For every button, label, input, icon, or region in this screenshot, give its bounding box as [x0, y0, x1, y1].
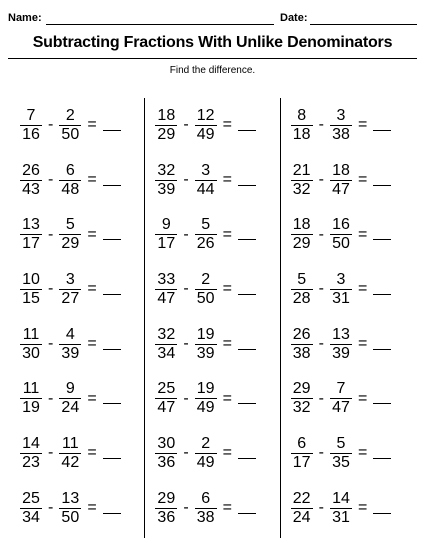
first-fraction [20, 326, 42, 363]
numerator: 18 [291, 216, 313, 235]
answer-blank [238, 284, 256, 295]
equals-sign: = [357, 225, 368, 243]
first-fraction [20, 435, 42, 472]
answer-blank [238, 175, 256, 186]
first-fraction [291, 435, 313, 472]
numerator: 25 [20, 490, 42, 509]
worksheet-header [8, 12, 417, 26]
denominator: 39 [157, 180, 176, 198]
second-fraction [59, 435, 81, 472]
denominator: 47 [157, 399, 176, 417]
second-fraction [330, 107, 352, 144]
denominator: 29 [157, 125, 176, 143]
second-fraction [195, 490, 217, 527]
second-fraction [330, 380, 352, 417]
denominator: 39 [332, 344, 350, 362]
numerator: 9 [155, 216, 177, 235]
first-fraction [155, 435, 177, 472]
second-fraction [330, 490, 352, 527]
second-fraction [59, 380, 81, 417]
numerator: 19 [195, 326, 217, 345]
equals-sign: = [357, 444, 368, 462]
denominator: 34 [157, 344, 176, 362]
second-fraction [195, 162, 217, 199]
answer-blank [103, 393, 121, 404]
denominator: 24 [292, 508, 311, 526]
problem-row [155, 153, 279, 208]
minus-sign: - [48, 280, 54, 298]
minus-sign: - [183, 389, 189, 407]
numerator: 11 [20, 326, 42, 345]
minus-sign: - [48, 389, 54, 407]
numerator: 33 [155, 271, 177, 290]
numerator: 22 [291, 490, 313, 509]
denominator: 15 [22, 289, 40, 307]
denominator: 42 [61, 453, 80, 471]
problem-row [20, 153, 144, 208]
second-fraction [330, 216, 352, 253]
denominator: 47 [332, 180, 350, 198]
problem-row [155, 98, 279, 153]
answer-blank [103, 503, 121, 514]
numerator: 2 [59, 107, 81, 126]
numerator: 32 [155, 326, 177, 345]
second-fraction [330, 435, 352, 472]
second-fraction [330, 162, 352, 199]
numerator: 26 [291, 326, 313, 345]
second-fraction [59, 490, 81, 527]
answer-blank [103, 175, 121, 186]
equals-sign: = [87, 499, 97, 517]
denominator: 23 [22, 453, 40, 471]
equals-sign: = [357, 171, 368, 189]
minus-sign: - [318, 171, 324, 189]
denominator: 43 [22, 180, 40, 198]
denominator: 16 [22, 125, 40, 143]
answer-blank [373, 448, 391, 459]
date-label: Date: [280, 12, 308, 24]
numerator: 3 [195, 162, 217, 181]
numerator: 7 [330, 380, 352, 399]
problem-row [291, 262, 415, 317]
second-fraction [195, 435, 217, 472]
problem-row [291, 207, 415, 262]
numerator: 9 [59, 380, 81, 399]
minus-sign: - [48, 444, 54, 462]
problem-columns [10, 98, 415, 538]
denominator: 17 [157, 235, 176, 253]
answer-blank [103, 284, 121, 295]
numerator: 5 [291, 271, 313, 290]
denominator: 26 [196, 235, 215, 253]
problem-row [155, 481, 279, 536]
first-fraction [155, 162, 177, 199]
answer-blank [238, 229, 256, 240]
second-fraction [195, 326, 217, 363]
equals-sign: = [222, 116, 232, 134]
denominator: 48 [61, 180, 80, 198]
problem-column-2 [144, 98, 279, 538]
numerator: 29 [155, 490, 177, 509]
denominator: 31 [332, 289, 350, 307]
numerator: 14 [20, 435, 42, 454]
first-fraction [291, 216, 313, 253]
minus-sign: - [318, 444, 324, 462]
numerator: 10 [20, 271, 42, 290]
first-fraction [291, 162, 313, 199]
numerator: 4 [59, 326, 81, 345]
denominator: 32 [292, 180, 311, 198]
first-fraction [155, 107, 177, 144]
numerator: 16 [330, 216, 352, 235]
name-field-line [46, 24, 274, 25]
answer-blank [373, 229, 391, 240]
numerator: 32 [155, 162, 177, 181]
title-divider [8, 58, 417, 59]
problem-row [291, 371, 415, 426]
problem-row [291, 153, 415, 208]
problem-row [20, 426, 144, 481]
minus-sign: - [183, 444, 189, 462]
problem-row [20, 262, 144, 317]
equals-sign: = [222, 171, 232, 189]
problem-column-3 [280, 98, 415, 538]
denominator: 47 [157, 289, 176, 307]
worksheet-title: Subtracting Fractions With Unlike Denominators [32, 34, 393, 51]
numerator: 13 [20, 216, 42, 235]
denominator: 35 [332, 453, 350, 471]
numerator: 30 [155, 435, 177, 454]
numerator: 5 [59, 216, 81, 235]
answer-blank [373, 393, 391, 404]
minus-sign: - [318, 335, 324, 353]
minus-sign: - [48, 499, 54, 517]
second-fraction [59, 326, 81, 363]
minus-sign: - [183, 225, 189, 243]
denominator: 49 [196, 125, 215, 143]
answer-blank [238, 120, 256, 131]
second-fraction [59, 107, 81, 144]
denominator: 36 [157, 508, 176, 526]
problem-row [291, 317, 415, 372]
equals-sign: = [357, 280, 368, 298]
minus-sign: - [48, 171, 54, 189]
first-fraction [291, 380, 313, 417]
minus-sign: - [183, 335, 189, 353]
first-fraction [291, 107, 313, 144]
minus-sign: - [48, 335, 54, 353]
numerator: 21 [291, 162, 313, 181]
equals-sign: = [222, 444, 232, 462]
numerator: 5 [195, 216, 217, 235]
denominator: 29 [61, 235, 80, 253]
numerator: 19 [195, 380, 217, 399]
problem-row [20, 98, 144, 153]
answer-blank [373, 284, 391, 295]
denominator: 19 [22, 399, 40, 417]
equals-sign: = [222, 225, 232, 243]
equals-sign: = [222, 280, 232, 298]
problem-row [291, 481, 415, 536]
problem-row [20, 371, 144, 426]
denominator: 17 [22, 235, 40, 253]
denominator: 50 [196, 289, 215, 307]
numerator: 3 [59, 271, 81, 290]
problem-row [20, 207, 144, 262]
name-label: Name: [8, 12, 42, 24]
equals-sign: = [87, 335, 97, 353]
equals-sign: = [357, 116, 368, 134]
answer-blank [103, 339, 121, 350]
answer-blank [373, 120, 391, 131]
equals-sign: = [222, 335, 232, 353]
numerator: 2 [195, 271, 217, 290]
answer-blank [373, 503, 391, 514]
second-fraction [330, 271, 352, 308]
first-fraction [291, 326, 313, 363]
denominator: 28 [292, 289, 311, 307]
denominator: 44 [196, 180, 215, 198]
instruction-text: Find the difference. [169, 65, 256, 76]
denominator: 38 [196, 508, 215, 526]
numerator: 13 [330, 326, 352, 345]
denominator: 24 [61, 399, 80, 417]
problem-row [20, 481, 144, 536]
problem-row [291, 98, 415, 153]
denominator: 36 [157, 453, 176, 471]
minus-sign: - [318, 116, 324, 134]
equals-sign: = [87, 171, 97, 189]
denominator: 32 [292, 399, 311, 417]
problem-row [155, 207, 279, 262]
first-fraction [155, 326, 177, 363]
first-fraction [20, 162, 42, 199]
numerator: 18 [155, 107, 177, 126]
numerator: 5 [330, 435, 352, 454]
minus-sign: - [48, 225, 54, 243]
denominator: 49 [196, 453, 215, 471]
answer-blank [238, 339, 256, 350]
problem-row [155, 371, 279, 426]
second-fraction [195, 271, 217, 308]
numerator: 7 [20, 107, 42, 126]
problem-row [155, 426, 279, 481]
denominator: 38 [332, 125, 350, 143]
minus-sign: - [318, 389, 324, 407]
minus-sign: - [183, 280, 189, 298]
numerator: 6 [291, 435, 313, 454]
second-fraction [330, 326, 352, 363]
denominator: 50 [332, 235, 350, 253]
date-field-line [310, 24, 417, 25]
problem-column-1 [10, 98, 144, 538]
numerator: 6 [195, 490, 217, 509]
second-fraction [195, 216, 217, 253]
numerator: 11 [59, 435, 81, 454]
numerator: 11 [20, 380, 42, 399]
equals-sign: = [87, 444, 97, 462]
minus-sign: - [183, 499, 189, 517]
second-fraction [59, 216, 81, 253]
equals-sign: = [87, 389, 97, 407]
denominator: 39 [61, 344, 80, 362]
denominator: 30 [22, 344, 40, 362]
problem-row [155, 262, 279, 317]
equals-sign: = [222, 389, 232, 407]
numerator: 26 [20, 162, 42, 181]
numerator: 25 [155, 380, 177, 399]
answer-blank [238, 448, 256, 459]
problem-row [155, 317, 279, 372]
equals-sign: = [357, 499, 368, 517]
equals-sign: = [87, 116, 97, 134]
first-fraction [20, 216, 42, 253]
minus-sign: - [318, 225, 324, 243]
second-fraction [195, 380, 217, 417]
numerator: 13 [59, 490, 81, 509]
second-fraction [195, 107, 217, 144]
equals-sign: = [222, 499, 232, 517]
problem-row [20, 317, 144, 372]
denominator: 31 [332, 508, 350, 526]
answer-blank [103, 120, 121, 131]
equals-sign: = [357, 389, 368, 407]
first-fraction [155, 216, 177, 253]
minus-sign: - [48, 116, 54, 134]
second-fraction [59, 271, 81, 308]
first-fraction [20, 271, 42, 308]
denominator: 29 [292, 235, 311, 253]
first-fraction [155, 490, 177, 527]
minus-sign: - [318, 280, 324, 298]
equals-sign: = [357, 335, 368, 353]
answer-blank [238, 503, 256, 514]
denominator: 27 [61, 289, 80, 307]
first-fraction [155, 271, 177, 308]
first-fraction [155, 380, 177, 417]
equals-sign: = [87, 280, 97, 298]
first-fraction [291, 271, 313, 308]
minus-sign: - [183, 171, 189, 189]
answer-blank [238, 393, 256, 404]
numerator: 8 [291, 107, 313, 126]
first-fraction [291, 490, 313, 527]
numerator: 6 [59, 162, 81, 181]
equals-sign: = [87, 225, 97, 243]
first-fraction [20, 107, 42, 144]
numerator: 12 [195, 107, 217, 126]
denominator: 34 [22, 508, 40, 526]
first-fraction [20, 490, 42, 527]
numerator: 14 [330, 490, 352, 509]
denominator: 18 [292, 125, 311, 143]
first-fraction [20, 380, 42, 417]
minus-sign: - [318, 499, 324, 517]
numerator: 3 [330, 271, 352, 290]
denominator: 50 [61, 125, 80, 143]
denominator: 39 [196, 344, 215, 362]
denominator: 47 [332, 399, 350, 417]
denominator: 49 [196, 399, 215, 417]
answer-blank [103, 448, 121, 459]
denominator: 17 [292, 453, 311, 471]
numerator: 29 [291, 380, 313, 399]
answer-blank [373, 339, 391, 350]
numerator: 3 [330, 107, 352, 126]
answer-blank [103, 229, 121, 240]
denominator: 50 [61, 508, 80, 526]
problem-row [291, 426, 415, 481]
second-fraction [59, 162, 81, 199]
answer-blank [373, 175, 391, 186]
numerator: 18 [330, 162, 352, 181]
numerator: 2 [195, 435, 217, 454]
denominator: 38 [292, 344, 311, 362]
minus-sign: - [183, 116, 189, 134]
